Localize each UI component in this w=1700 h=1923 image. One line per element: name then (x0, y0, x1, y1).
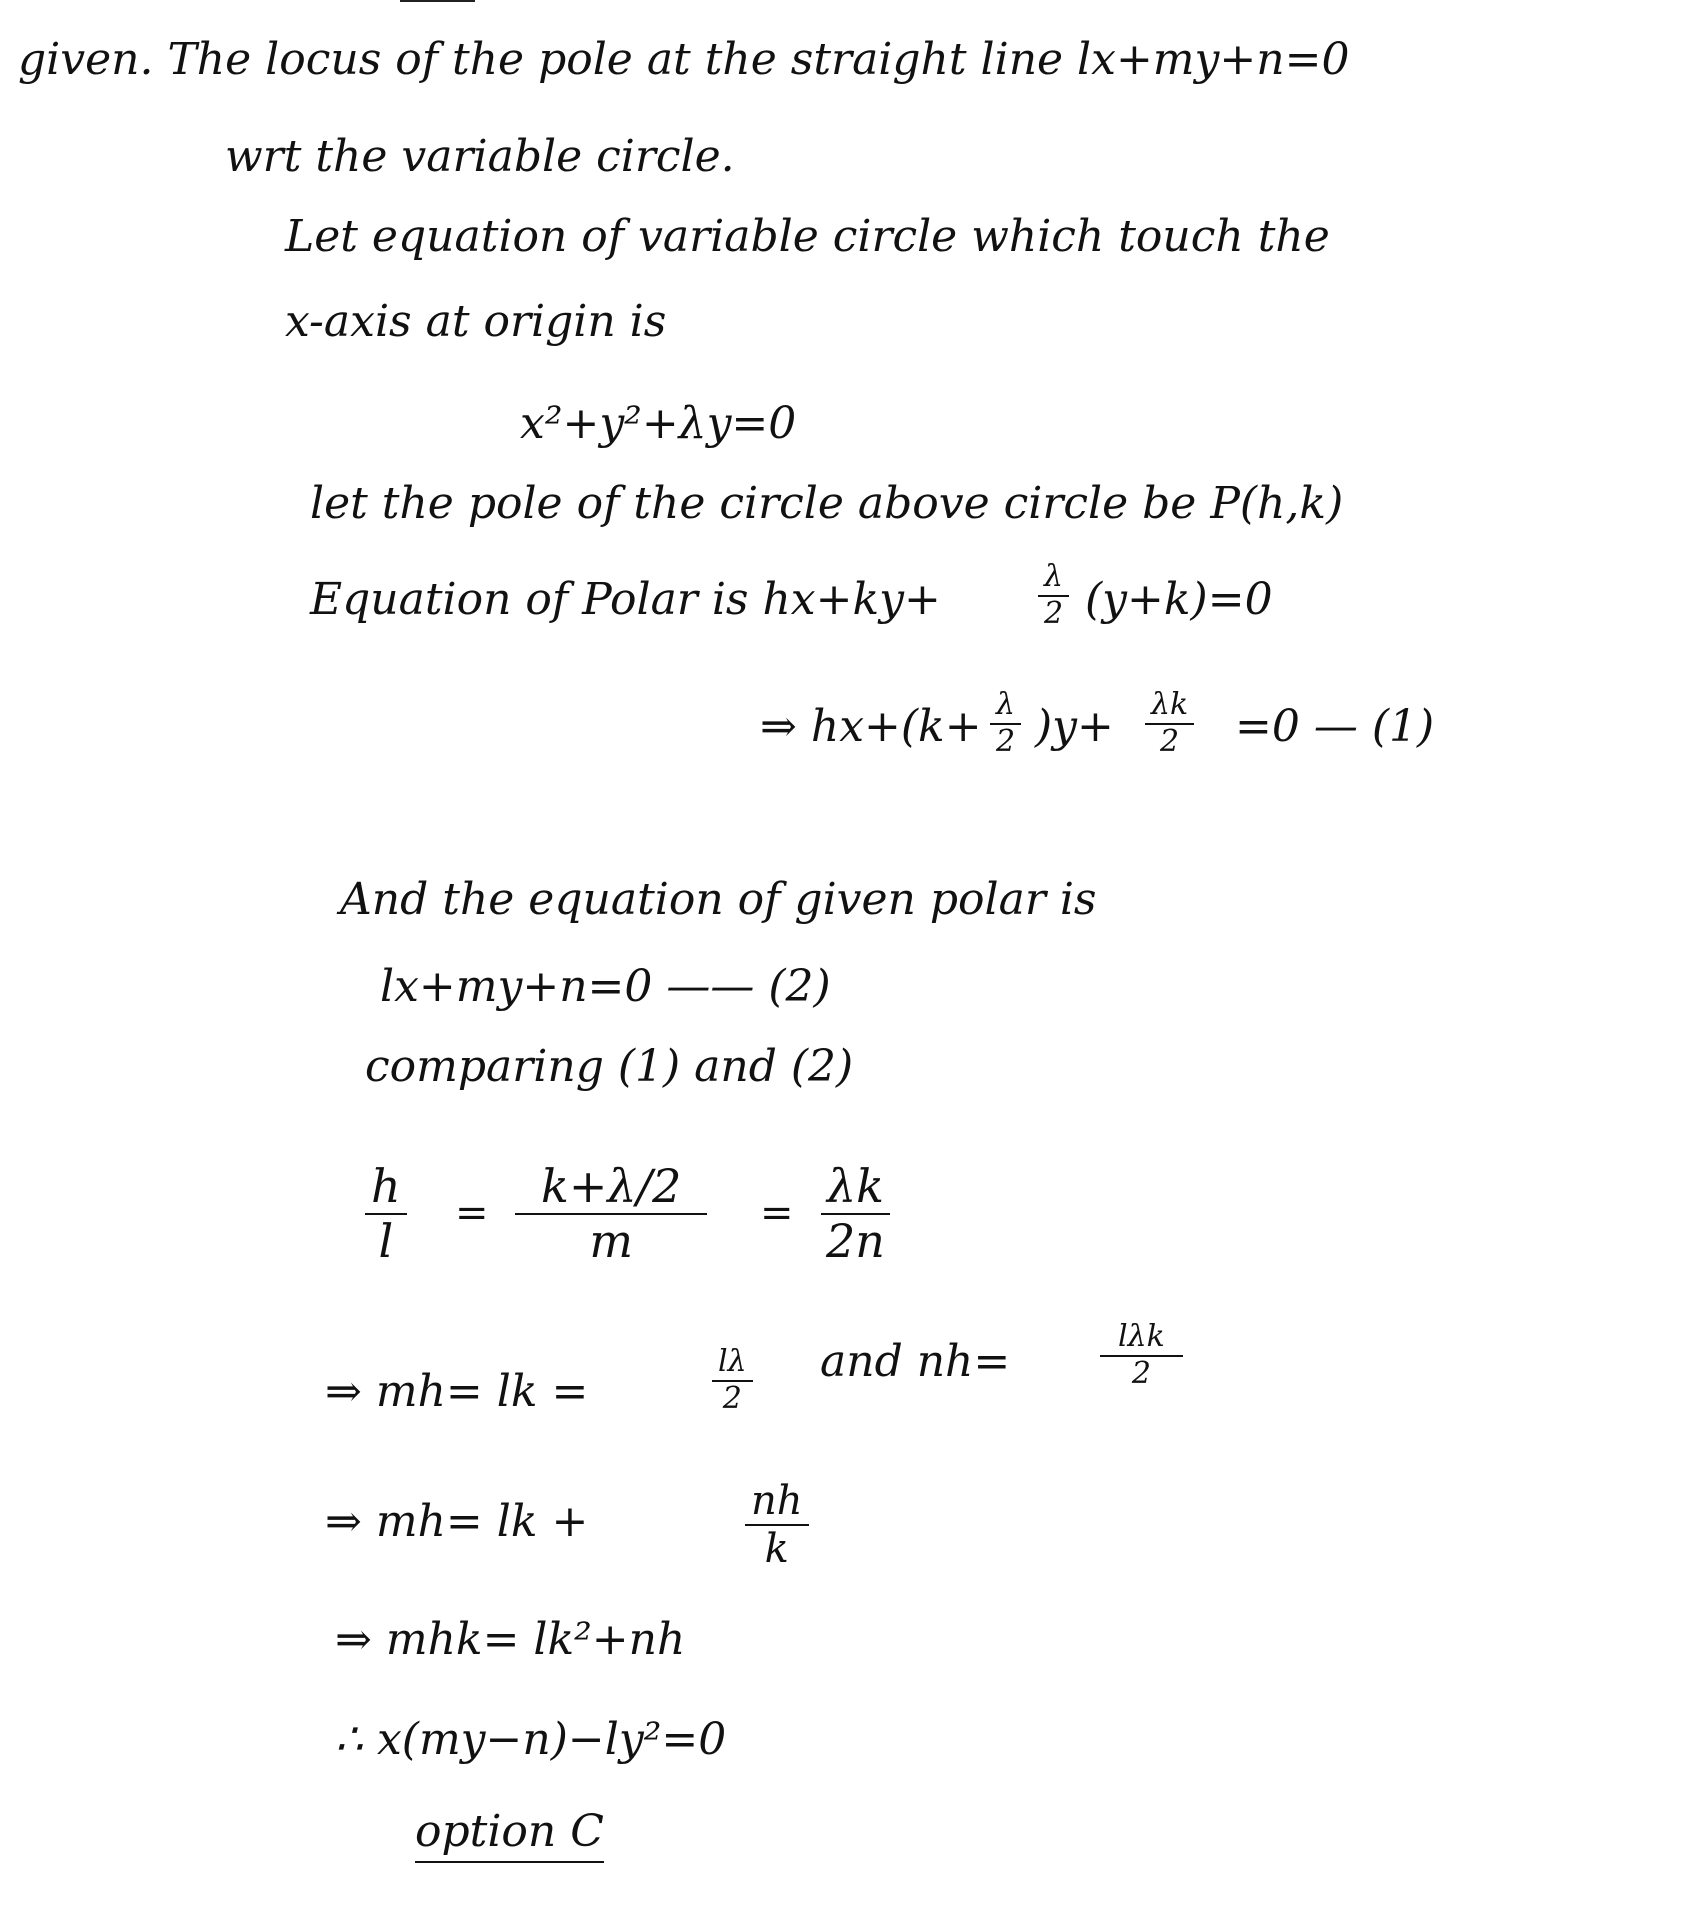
assumption-line-2: x-axis at origin is (285, 296, 667, 347)
fraction-denominator: m (589, 1213, 633, 1268)
pole-assumption: let the pole of the circle above circle be P(h,k) (310, 478, 1344, 529)
fraction-denominator: 2 (996, 723, 1016, 759)
fraction-denominator: 2 (722, 1380, 742, 1416)
fraction-denominator: l (378, 1213, 394, 1268)
answer-option (415, 1806, 604, 1857)
fraction-numerator: lλ (712, 1345, 753, 1382)
assumption-line-1: Let equation of variable circle which touch the (285, 211, 1330, 262)
step-mhk: ⇒ mhk= lk²+nh (335, 1614, 686, 1665)
given-polar-equation: lx+my+n=0 —— (2) (380, 961, 831, 1012)
given-polar-intro: And the equation of given polar is (340, 874, 1097, 925)
l-lambda-k-half-fraction (1100, 1320, 1183, 1391)
statement-line-1: given. The locus of the pole at the straight line lx+my+n=0 (18, 34, 1350, 85)
fraction-numerator: λ (1038, 560, 1069, 597)
statement-line-2: wrt the variable circle. (225, 131, 735, 182)
fraction-numerator: h (365, 1160, 407, 1215)
final-locus-equation: ∴ x(my−n)−ly²=0 (335, 1714, 727, 1765)
polar-expanded-b: )y+ (1035, 701, 1114, 752)
fraction-denominator: 2 (1160, 723, 1180, 759)
polar-equation-text: Equation of Polar is hx+ky+ (310, 574, 941, 625)
polar-expanded-a: ⇒ hx+(k+ (760, 701, 982, 752)
step-mh-lk-plus-nh-over-k: ⇒ mh= lk + (325, 1496, 589, 1547)
polar-equation-tail: (y+k)=0 (1085, 574, 1273, 625)
fraction-numerator: λk (1145, 688, 1194, 725)
top-edge-line (400, 0, 475, 2)
lambda-half-fraction-2 (990, 688, 1021, 759)
fraction-numerator: nh (745, 1478, 809, 1526)
circle-equation: x²+y²+λy=0 (520, 398, 797, 449)
step-and-nh: and nh= (820, 1336, 1011, 1387)
ratio-lambda-k-over-2n (820, 1160, 891, 1268)
fraction-numerator: k+λ/2 (515, 1160, 707, 1215)
fraction-denominator: 2 (1044, 595, 1064, 631)
ratio-h-over-l (365, 1160, 407, 1268)
fraction-numerator: λk (821, 1160, 890, 1215)
fraction-numerator: lλk (1100, 1320, 1183, 1357)
equals-sign-1: = (455, 1190, 489, 1236)
step-mh-equals-lk: ⇒ mh= lk = (325, 1366, 589, 1417)
lambda-half-fraction-1 (1038, 560, 1069, 631)
l-lambda-half-fraction (712, 1345, 753, 1416)
equals-sign-2: = (760, 1190, 794, 1236)
fraction-denominator: 2n (826, 1213, 885, 1268)
polar-expanded-c: =0 — (1) (1235, 701, 1435, 752)
fraction-denominator: k (764, 1526, 789, 1572)
lambda-k-half-fraction (1145, 688, 1194, 759)
fraction-denominator: 2 (1131, 1355, 1151, 1391)
answer-option-text: option C (415, 1806, 604, 1863)
ratio-k-plus-lambda-half-over-m (515, 1160, 707, 1268)
nh-over-k-fraction (745, 1478, 809, 1572)
comparing-line: comparing (1) and (2) (365, 1041, 854, 1092)
fraction-numerator: λ (990, 688, 1021, 725)
